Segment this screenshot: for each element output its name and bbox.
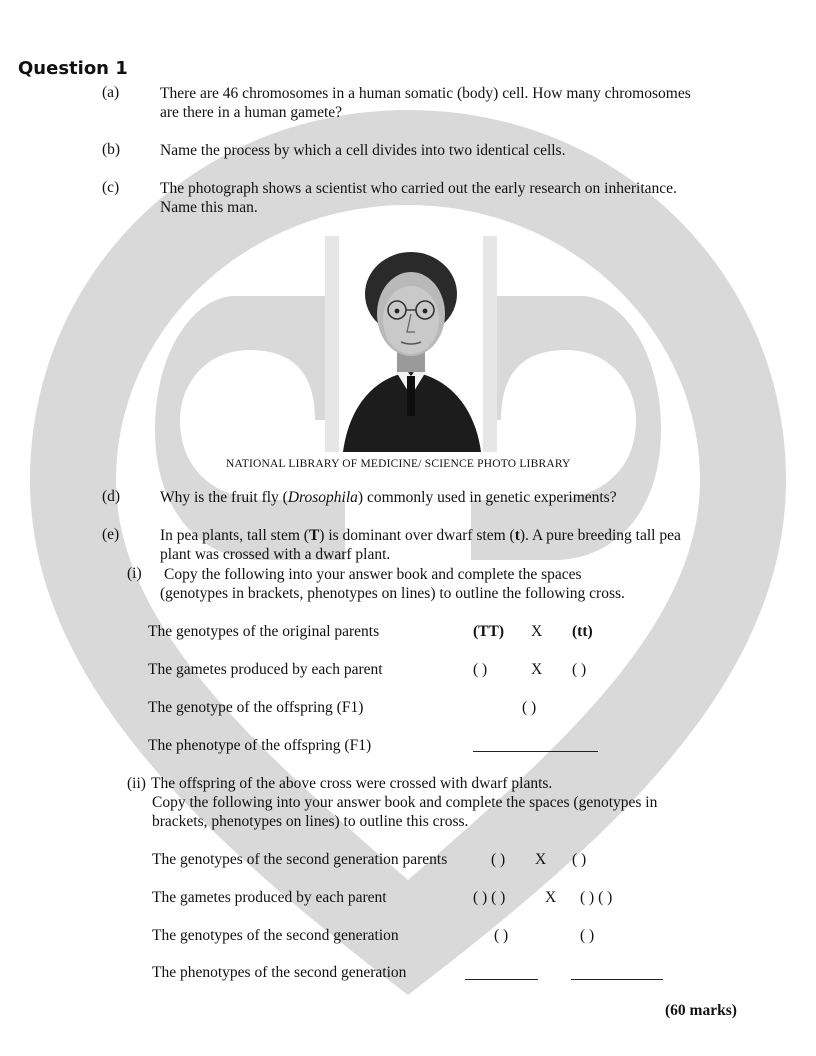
sub-ii-label: (ii): [127, 775, 146, 792]
part-c-text-line1: The photograph shows a scientist who carried out the early research on inheritance.: [160, 180, 677, 197]
sub-i-label: (i): [127, 565, 142, 582]
sub-ii-row1-text: The genotypes of the second generation parents: [152, 851, 448, 868]
photo-credit: NATIONAL LIBRARY OF MEDICINE/ SCIENCE PHOTO LIBRARY: [226, 458, 571, 470]
part-d-text-italic: Drosophila: [287, 489, 358, 506]
sub-ii-row4-answer-line-2: [571, 979, 663, 980]
part-c-text-line2: Name this man.: [160, 199, 258, 216]
part-a-label: (a): [102, 84, 120, 101]
sub-i-row1-left: (TT): [473, 623, 504, 640]
sub-ii-row2-left: ( ) ( ): [473, 889, 506, 906]
sub-ii-row1-x: X: [535, 851, 547, 868]
sub-i-row1-text: The genotypes of the original parents: [148, 623, 380, 640]
sub-ii-row1-left: ( ): [491, 851, 506, 868]
sub-i-row3-text: The genotype of the offspring (F1): [148, 699, 364, 716]
sub-ii-row1-right: ( ): [572, 851, 587, 868]
part-b-label: (b): [102, 141, 121, 158]
sub-ii-line2: Copy the following into your answer book and complete the spaces (genotypes in: [152, 794, 658, 811]
sub-ii-row2-text: The gametes produced by each parent: [152, 889, 387, 906]
sub-i-line1: Copy the following into your answer book and complete the spaces: [164, 566, 582, 583]
part-d-text-post: ) commonly used in genetic experiments?: [357, 489, 617, 506]
part-e-text-line1: [160, 526, 681, 545]
part-e-l1-b: ) is dominant over dwarf stem (: [319, 527, 515, 544]
sub-i-row2-text: The gametes produced by each parent: [148, 661, 383, 678]
sub-i-line2: (genotypes in brackets, phenotypes on lines) to outline the following cross.: [160, 585, 625, 602]
part-e-l1-t: t: [514, 527, 520, 544]
part-d-text: [160, 488, 617, 507]
question-title: Question 1: [18, 58, 128, 79]
sub-ii-line1: The offspring of the above cross were crossed with dwarf plants.: [151, 775, 553, 792]
part-a-text-line2: are there in a human gamete?: [160, 104, 343, 121]
total-marks: (60 marks): [665, 1002, 737, 1019]
part-e-text-line2: plant was crossed with a dwarf plant.: [160, 546, 391, 563]
sub-ii-row4-answer-line-1: [465, 979, 538, 980]
sub-ii-row2-x: X: [545, 889, 557, 906]
part-d-text-pre: Why is the fruit fly (: [160, 489, 288, 506]
sub-ii-row4-text: The phenotypes of the second generation: [152, 964, 407, 981]
scientist-portrait: [325, 236, 497, 452]
sub-ii-row2-right: ( ) ( ): [580, 889, 613, 906]
part-c-label: (c): [102, 179, 120, 196]
part-a-text-line1: There are 46 chromosomes in a human somatic (body) cell. How many chromosomes: [160, 85, 691, 102]
part-e-l1-a: In pea plants, tall stem (: [160, 527, 309, 544]
sub-i-row2-x: X: [531, 661, 543, 678]
sub-i-row4-answer-line: [473, 751, 598, 752]
part-d-label: (d): [102, 488, 121, 505]
sub-ii-line3: brackets, phenotypes on lines) to outline this cross.: [152, 813, 469, 830]
sub-i-row2-left: ( ): [473, 661, 488, 678]
sub-ii-row3-left: ( ): [494, 927, 509, 944]
part-b-text: Name the process by which a cell divides into two identical cells.: [160, 142, 566, 159]
sub-ii-row3-text: The genotypes of the second generation: [152, 927, 399, 944]
sub-i-row1-x: X: [531, 623, 543, 640]
sub-i-row1-right: (tt): [572, 623, 593, 640]
part-e-l1-T: T: [308, 527, 320, 544]
part-e-label: (e): [102, 526, 120, 543]
part-e-l1-c: ). A pure breeding tall pea: [519, 527, 681, 544]
sub-i-row2-right: ( ): [572, 661, 587, 678]
sub-i-row4-text: The phenotype of the offspring (F1): [148, 737, 372, 754]
sub-ii-row3-right: ( ): [580, 927, 595, 944]
sub-i-row3-mid: ( ): [522, 699, 537, 716]
